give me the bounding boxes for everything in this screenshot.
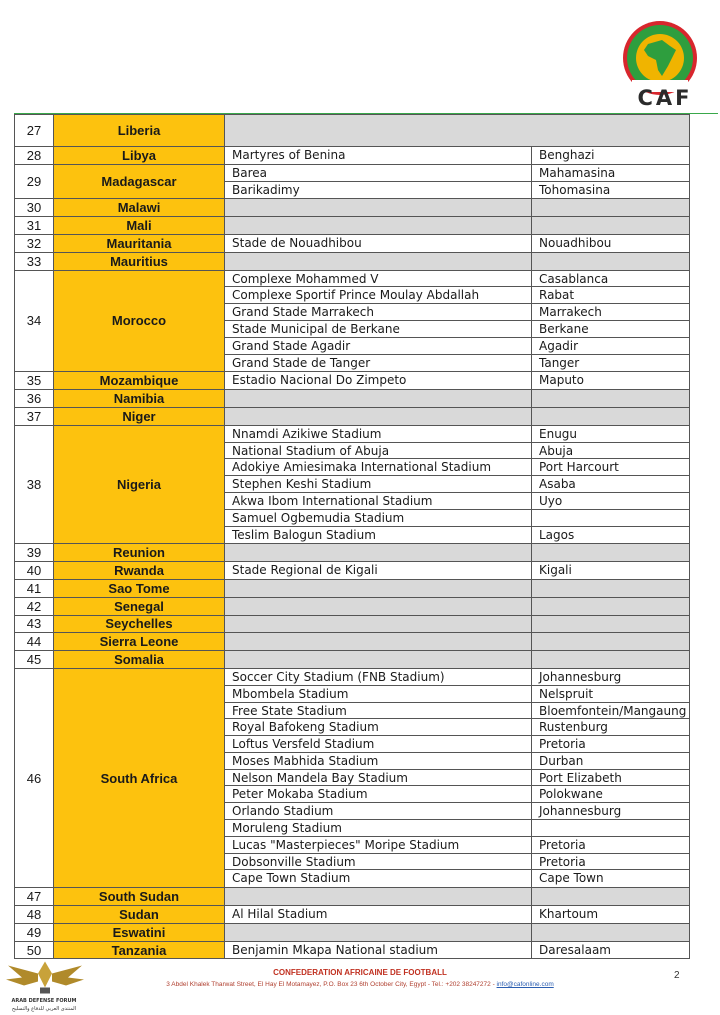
stadium-cell: Nnamdi Azikiwe Stadium [225, 426, 532, 442]
city-cell: Johannesburg [532, 803, 690, 819]
stadium-cell: Moruleng Stadium [225, 820, 532, 836]
country-name: Niger [54, 408, 225, 425]
row-number: 28 [14, 147, 54, 164]
row-number: 49 [14, 924, 54, 941]
city-cell: Uyo [532, 493, 690, 509]
city-cell: Nelspruit [532, 686, 690, 702]
stadium-row [225, 443, 690, 460]
stadium-cell: Barea [225, 165, 532, 181]
stadium-row [225, 719, 690, 736]
stadium-cell: Estadio Nacional Do Zimpeto [225, 372, 532, 389]
stadium-cell: Dobsonville Stadium [225, 854, 532, 870]
country-name: Senegal [54, 598, 225, 615]
stadium-row [225, 786, 690, 803]
table-row [14, 147, 690, 165]
city-cell: Bloemfontein/Mangaung [532, 703, 690, 719]
stadium-cell: Akwa Ibom International Stadium [225, 493, 532, 509]
empty-row [225, 115, 690, 146]
row-number: 48 [14, 906, 54, 923]
city-cell: Benghazi [532, 147, 690, 164]
country-name: Mauritius [54, 253, 225, 270]
city-cell: Lagos [532, 527, 690, 544]
stadium-cell: Complexe Mohammed V [225, 271, 532, 287]
table-row [14, 633, 690, 651]
city-cell: Agadir [532, 338, 690, 354]
stadium-cell: Teslim Balogun Stadium [225, 527, 532, 544]
footer-email-link[interactable]: info@cafonline.com [496, 981, 554, 988]
stadium-row [225, 235, 690, 252]
empty-row [225, 217, 690, 234]
stadium-row [225, 820, 690, 837]
table-row [14, 114, 690, 147]
country-name: Malawi [54, 199, 225, 216]
stadium-cell [225, 616, 532, 633]
stadium-cell: Soccer City Stadium (FNB Stadium) [225, 669, 532, 685]
table-row [14, 165, 690, 200]
row-number: 34 [14, 271, 54, 372]
stadium-row [225, 182, 690, 199]
empty-row [225, 408, 690, 425]
row-number: 35 [14, 372, 54, 389]
stadium-cell: Loftus Versfeld Stadium [225, 736, 532, 752]
stadium-cell [225, 580, 532, 597]
stadium-cell: Barikadimy [225, 182, 532, 199]
stadium-cell [225, 390, 532, 407]
row-number: 43 [14, 616, 54, 633]
stadium-cell [225, 408, 532, 425]
stadium-cell [225, 924, 532, 941]
row-number: 38 [14, 426, 54, 544]
city-cell: Khartoum [532, 906, 690, 923]
city-cell: Casablanca [532, 271, 690, 287]
stadium-cell: Peter Mokaba Stadium [225, 786, 532, 802]
stadium-cell: Nelson Mandela Bay Stadium [225, 770, 532, 786]
watermark-title: ARAB DEFENSE FORUM [11, 998, 77, 1004]
stadium-cell: Free State Stadium [225, 703, 532, 719]
country-name: Sudan [54, 906, 225, 923]
table-row [14, 235, 690, 253]
city-cell: Pretoria [532, 837, 690, 853]
row-number: 27 [14, 115, 54, 146]
footer-address [0, 981, 720, 988]
stadium-row [225, 703, 690, 720]
stadium-cell [225, 633, 532, 650]
footer-title: CONFEDERATION AFRICAINE DE FOOTBALL [273, 968, 447, 977]
row-number: 37 [14, 408, 54, 425]
row-number: 39 [14, 544, 54, 561]
stadium-cell: Lucas "Masterpieces" Moripe Stadium [225, 837, 532, 853]
country-name: Sierra Leone [54, 633, 225, 650]
stadium-cell: Royal Bafokeng Stadium [225, 719, 532, 735]
stadium-cell: National Stadium of Abuja [225, 443, 532, 459]
stadium-row [225, 493, 690, 510]
row-number: 46 [14, 669, 54, 887]
city-cell: Durban [532, 753, 690, 769]
stadium-cell: Stade Municipal de Berkane [225, 321, 532, 337]
city-cell: Port Elizabeth [532, 770, 690, 786]
table-row [14, 888, 690, 906]
stadium-row [225, 372, 690, 389]
stadium-cell [225, 115, 532, 146]
country-name: Sao Tome [54, 580, 225, 597]
table-row [14, 426, 690, 545]
city-cell: Rabat [532, 287, 690, 303]
row-number: 45 [14, 651, 54, 668]
city-cell: Maputo [532, 372, 690, 389]
table-row [14, 669, 690, 888]
stadium-cell: Mbombela Stadium [225, 686, 532, 702]
row-number: 40 [14, 562, 54, 579]
country-name: Somalia [54, 651, 225, 668]
country-name: Namibia [54, 390, 225, 407]
stadium-row [225, 562, 690, 579]
row-number: 50 [14, 942, 54, 959]
empty-row [225, 888, 690, 905]
empty-row [225, 544, 690, 561]
empty-row [225, 580, 690, 597]
stadium-row [225, 147, 690, 164]
empty-row [225, 616, 690, 633]
country-name: South Sudan [54, 888, 225, 905]
city-cell: Polokwane [532, 786, 690, 802]
stadium-cell: Martyres of Benina [225, 147, 532, 164]
table-row [14, 390, 690, 408]
row-number: 42 [14, 598, 54, 615]
city-cell: Cape Town [532, 870, 690, 887]
city-cell: Asaba [532, 476, 690, 492]
table-row [14, 942, 690, 960]
stadium-cell: Orlando Stadium [225, 803, 532, 819]
city-cell: Tohomasina [532, 182, 690, 199]
row-number: 41 [14, 580, 54, 597]
city-cell [532, 510, 690, 526]
stadium-cell: Grand Stade Agadir [225, 338, 532, 354]
city-cell: Mahamasina [532, 165, 690, 181]
stadium-row [225, 338, 690, 355]
table-row [14, 253, 690, 271]
empty-row [225, 199, 690, 216]
stadium-cell: Moses Mabhida Stadium [225, 753, 532, 769]
country-name: Eswatini [54, 924, 225, 941]
stadium-cell [225, 544, 532, 561]
city-cell [532, 924, 690, 941]
empty-row [225, 253, 690, 270]
caf-logo-text: CAF [637, 86, 693, 110]
row-number: 29 [14, 165, 54, 199]
country-name: Mali [54, 217, 225, 234]
stadium-cell [225, 217, 532, 234]
city-cell: Port Harcourt [532, 459, 690, 475]
row-number: 30 [14, 199, 54, 216]
city-cell: Abuja [532, 443, 690, 459]
country-name: Libya [54, 147, 225, 164]
stadium-row [225, 837, 690, 854]
stadium-cell: Stephen Keshi Stadium [225, 476, 532, 492]
stadium-row [225, 753, 690, 770]
stadium-cell [225, 598, 532, 615]
stadium-cell [225, 651, 532, 668]
stadium-row [225, 426, 690, 443]
city-cell [532, 390, 690, 407]
city-cell: Pretoria [532, 736, 690, 752]
table-row [14, 924, 690, 942]
city-cell [532, 253, 690, 270]
stadium-cell: Cape Town Stadium [225, 870, 532, 887]
stadium-row [225, 854, 690, 871]
row-number: 31 [14, 217, 54, 234]
stadium-cell: Al Hilal Stadium [225, 906, 532, 923]
city-cell [532, 651, 690, 668]
row-number: 33 [14, 253, 54, 270]
country-name: Seychelles [54, 616, 225, 633]
city-cell [532, 199, 690, 216]
table-row [14, 651, 690, 669]
empty-row [225, 651, 690, 668]
city-cell [532, 408, 690, 425]
stadium-cell: Stade de Nouadhibou [225, 235, 532, 252]
stadium-row [225, 686, 690, 703]
empty-row [225, 633, 690, 650]
city-cell: Rustenburg [532, 719, 690, 735]
stadium-row [225, 803, 690, 820]
city-cell: Enugu [532, 426, 690, 442]
table-row [14, 199, 690, 217]
table-row [14, 372, 690, 390]
city-cell [532, 616, 690, 633]
stadium-table [14, 114, 690, 959]
city-cell: Tanger [532, 355, 690, 372]
city-cell [532, 115, 690, 146]
stadium-cell: Grand Stade Marrakech [225, 304, 532, 320]
city-cell [532, 217, 690, 234]
table-row [14, 580, 690, 598]
city-cell [532, 580, 690, 597]
country-name: Morocco [54, 271, 225, 372]
city-cell: Kigali [532, 562, 690, 579]
city-cell [532, 544, 690, 561]
stadium-cell: Samuel Ogbemudia Stadium [225, 510, 532, 526]
stadium-row [225, 942, 690, 959]
table-row [14, 598, 690, 616]
row-number: 44 [14, 633, 54, 650]
empty-row [225, 598, 690, 615]
stadium-row [225, 476, 690, 493]
stadium-row [225, 321, 690, 338]
city-cell: Daresalaam [532, 942, 690, 959]
footer-address-text: 3 Abdel Khalek Tharwat Street, El Hay El Motamayez, P.O. Box 23 6th October City, Egypt - Tel.: +202 38247272 - [166, 981, 497, 988]
city-cell: Marrakech [532, 304, 690, 320]
city-cell: Pretoria [532, 854, 690, 870]
table-row [14, 217, 690, 235]
table-row [14, 906, 690, 924]
stadium-row [225, 669, 690, 686]
country-name: Madagascar [54, 165, 225, 199]
city-cell: Berkane [532, 321, 690, 337]
city-cell [532, 820, 690, 836]
city-cell: Johannesburg [532, 669, 690, 685]
city-cell [532, 633, 690, 650]
stadium-row [225, 304, 690, 321]
stadium-row [225, 459, 690, 476]
row-number: 32 [14, 235, 54, 252]
table-row [14, 271, 690, 373]
country-name: Reunion [54, 544, 225, 561]
stadium-row [225, 527, 690, 544]
country-name: Mozambique [54, 372, 225, 389]
country-name: Rwanda [54, 562, 225, 579]
row-number: 36 [14, 390, 54, 407]
table-row [14, 544, 690, 562]
city-cell [532, 598, 690, 615]
stadium-row [225, 510, 690, 527]
stadium-row [225, 165, 690, 182]
page-number: 2 [674, 970, 680, 981]
table-row [14, 562, 690, 580]
city-cell [532, 888, 690, 905]
stadium-cell: Benjamin Mkapa National stadium [225, 942, 532, 959]
table-row [14, 616, 690, 634]
stadium-row [225, 355, 690, 372]
watermark-subtitle: المنتدى العربي للدفاع والتسليح [11, 1006, 77, 1012]
country-name: South Africa [54, 669, 225, 887]
stadium-cell [225, 253, 532, 270]
stadium-row [225, 770, 690, 787]
empty-row [225, 390, 690, 407]
stadium-row [225, 906, 690, 923]
stadium-row [225, 870, 690, 887]
stadium-cell [225, 199, 532, 216]
table-row [14, 408, 690, 426]
country-name: Nigeria [54, 426, 225, 544]
empty-row [225, 924, 690, 941]
stadium-row [225, 736, 690, 753]
stadium-cell: Complexe Sportif Prince Moulay Abdallah [225, 287, 532, 303]
city-cell: Nouadhibou [532, 235, 690, 252]
stadium-cell: Adokiye Amiesimaka International Stadium [225, 459, 532, 475]
stadium-row [225, 287, 690, 304]
stadium-row [225, 271, 690, 288]
stadium-cell: Grand Stade de Tanger [225, 355, 532, 372]
row-number: 47 [14, 888, 54, 905]
country-name: Mauritania [54, 235, 225, 252]
country-name: Liberia [54, 115, 225, 146]
stadium-cell [225, 888, 532, 905]
country-name: Tanzania [54, 942, 225, 959]
stadium-cell: Stade Regional de Kigali [225, 562, 532, 579]
